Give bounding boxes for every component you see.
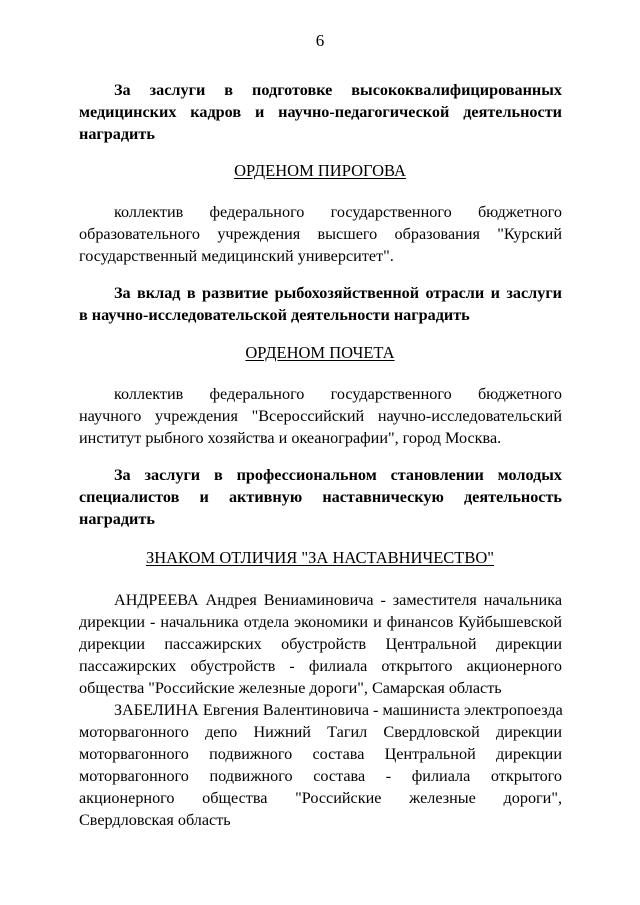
recipient2-line-5: акционерного общества "Российские железные дороги", [79,789,562,807]
recipient2-line-1: ЗАБЕЛИНА Евгения Валентиновича - машиниста электропоезда [114,701,563,719]
section3-preamble-line-3: наградить [79,510,155,528]
recipient2-line-6: Свердловская область [79,811,231,829]
recipient2-line-4: моторвагонного подвижного состава - филиала открытого [79,767,562,785]
section1-recipient-line-3: государственный медицинский университет". [79,247,394,265]
recipient1-line-1: АНДРЕЕВА Андрея Вениаминовича - заместителя начальника [114,591,562,609]
recipient2-line-3: моторвагонного подвижного состава Центральной дирекции [79,745,562,763]
recipient1-line-2: дирекции - начальника отдела экономики и финансов Куйбышевской [79,613,562,631]
section3-preamble-line-2: специалистов и активную наставническую деятельность [79,488,562,506]
section1-recipient-line-1: коллектив федерального государственного бюджетного [114,203,562,221]
page-number: 6 [315,31,325,50]
section2-award-heading: ОРДЕНОМ ПОЧЕТА [245,343,395,362]
section3-preamble-line-1: За заслуги в профессиональном становлении молодых [114,466,562,484]
recipient1-line-3: дирекции пассажирских обустройств Центральной дирекции [79,635,562,653]
section2-preamble-line-2: в научно-исследовательской деятельности наградить [79,306,470,324]
section2-recipient-line-3: институт рыбного хозяйства и океанографии", город Москва. [79,429,502,447]
section2-recipient-line-1: коллектив федерального государственного бюджетного [114,385,562,403]
recipient1-line-5: общества "Российские железные дороги", Самарская область [79,679,502,697]
recipient1-line-4: пассажирских обустройств - филиала открытого акционерного [79,657,562,675]
section2-preamble-line-1: За вклад в развитие рыбохозяйственной отрасли и заслуги [114,284,562,302]
section1-award-heading: ОРДЕНОМ ПИРОГОВА [234,161,406,180]
section1-preamble-line-2: медицинских кадров и научно-педагогической деятельности [79,103,562,121]
recipient2-line-2: моторвагонного депо Нижний Тагил Свердловской дирекции [79,723,562,741]
section1-recipient-line-2: образовательного учреждения высшего образования "Курский [79,225,562,243]
section2-recipient-line-2: научного учреждения "Всероссийский научно-исследовательский [79,407,562,425]
section1-preamble-line-3: наградить [79,125,155,143]
section1-preamble-line-1: За заслуги в подготовке высококвалифицированных [114,81,562,99]
section3-award-heading: ЗНАКОМ ОТЛИЧИЯ "ЗА НАСТАВНИЧЕСТВО" [145,548,495,567]
